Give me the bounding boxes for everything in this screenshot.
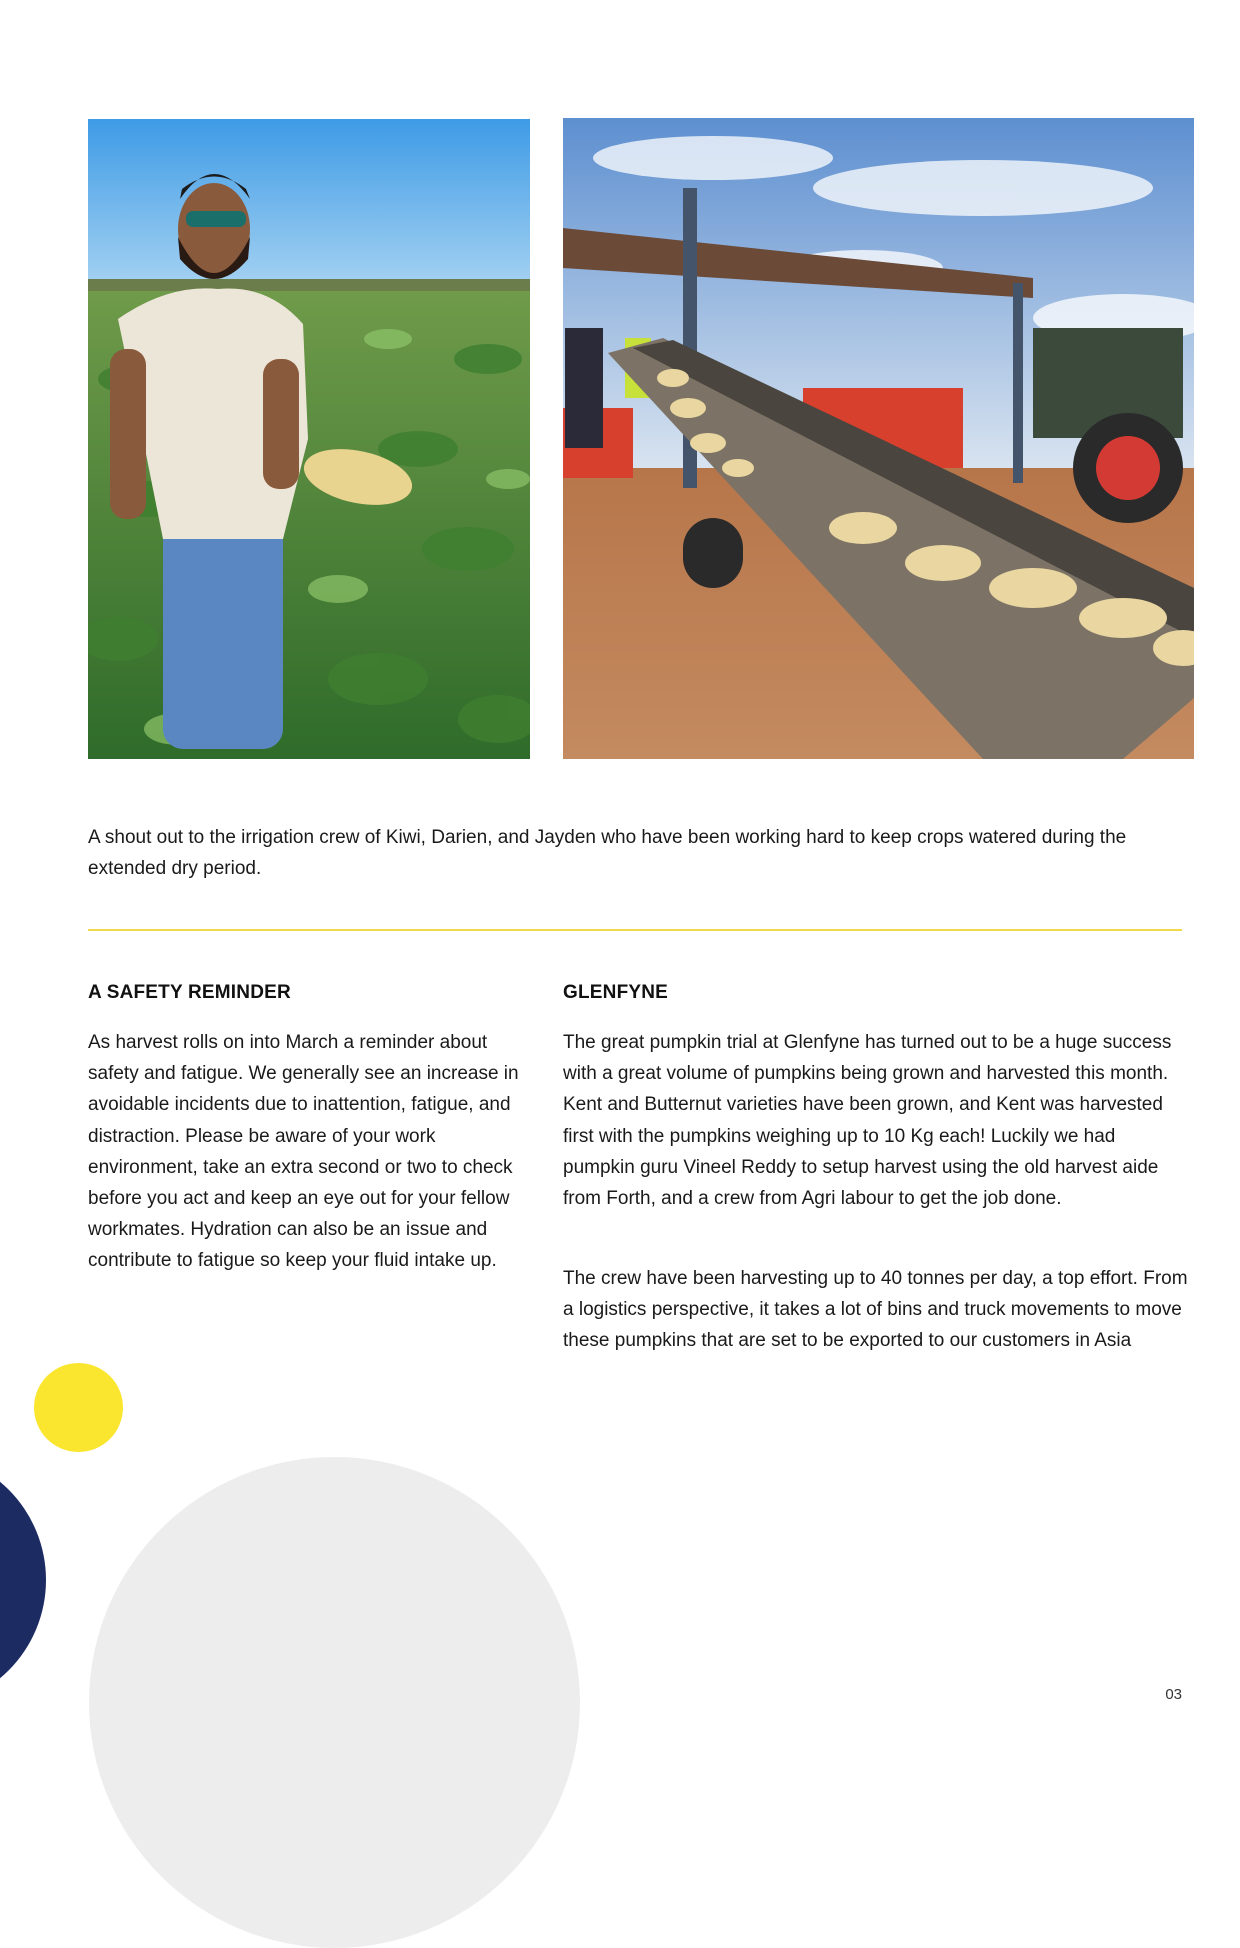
glenfyne-paragraph-1: The great pumpkin trial at Glenfyne has turned out to be a huge success with a great volume of pumpkins being grown and harvested this month. Kent and Butternut varieties have been grown, and Kent was harvested first with the pumpkins weighing up to 10 Kg each! Luckily we had pumpkin guru Vineel Reddy to setup harvest using the old harvest aide from Forth, and a crew from Agri labour to get the job done. [563,1032,1172,1210]
decorative-grey-circle [89,1457,580,1948]
safety-body-text: As harvest rolls on into March a reminder about safety and fatigue. We generally see an increase in avoidable incidents due to inattention, fatigue, and distraction. Please be aware of your work environment, take an extra second or two to check before you act and keep an eye out for your fellow workmates. Hydration can also be an issue and contribute to fatigue so keep your fluid intake up. [88,1032,519,1272]
section-divider [88,929,1182,931]
page-number: 03 [1165,1686,1182,1703]
glenfyne-heading: GLENFYNE [563,982,669,1003]
decorative-navy-circle [0,1452,46,1708]
photo-harvest-conveyor-image [563,118,1194,759]
decorative-yellow-circle [34,1363,123,1452]
safety-heading: A SAFETY REMINDER [88,982,291,1003]
glenfyne-paragraph-2: The crew have been harvesting up to 40 tonnes per day, a top effort. From a logistics perspective, it takes a lot of bins and truck movements to move these pumpkins that are set to be exported to our customers in Asia [563,1268,1188,1352]
photo-man-with-pumpkin [88,119,530,759]
photo-harvest-conveyor [563,118,1194,759]
photo-caption: A shout out to the irrigation crew of Kiwi, Darien, and Jayden who have been working hard to keep crops watered during the extended dry period. [88,827,1127,879]
photo-man-with-pumpkin-image [88,119,530,759]
